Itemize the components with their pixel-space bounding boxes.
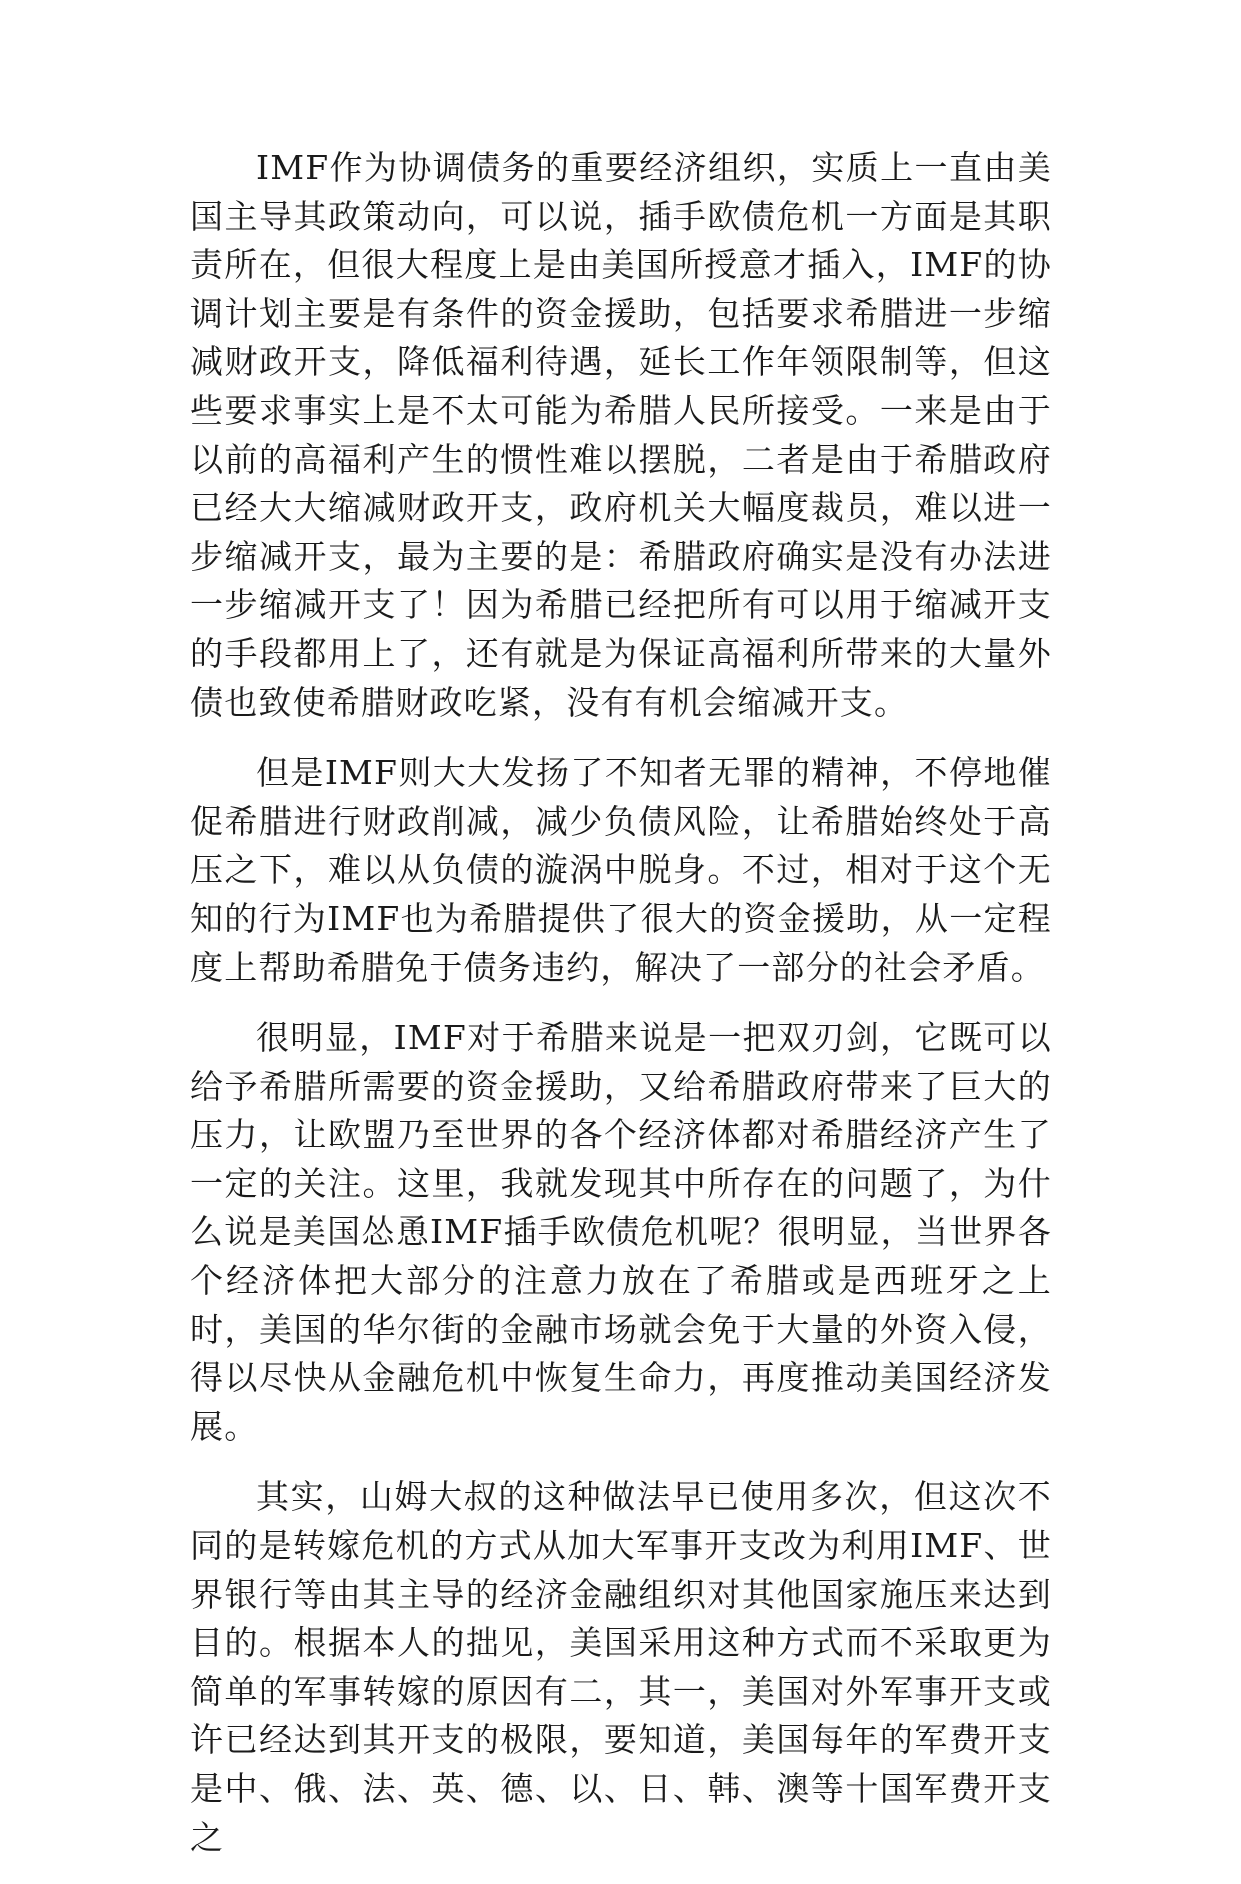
document-body [190,144,1052,1884]
paragraph-1: IMF作为协调债务的重要经济组织，实质上一直由美国主导其政策动向，可以说，插手欧债危机一方面是其职责所在，但很大程度上是由美国所授意才插入，IMF的协调计划主要是有条件的资金援助，包括要求希腊进一步缩减财政开支，降低福利待遇，延长工作年领限制等，但这些要求事实上是不太可能为希腊人民所接受。一来是由于以前的高福利产生的惯性难以摆脱，二者是由于希腊政府已经大大缩减财政开支，政府机关大幅度裁员，难以进一步缩减开支，最为主要的是：希腊政府确实是没有办法进一步缩减开支了！因为希腊已经把所有可以用于缩减开支的手段都用上了，还有就是为保证高福利所带来的大量外债也致使希腊财政吃紧，没有有机会缩减开支。 [190,148,1052,722]
paragraph-3: 很明显，IMF对于希腊来说是一把双刃剑，它既可以给予希腊所需要的资金援助，又给希腊政府带来了巨大的压力，让欧盟乃至世界的各个经济体都对希腊经济产生了一定的关注。这里，我就发现其中所存在的问题了，为什么说是美国怂恿IMF插手欧债危机呢？很明显，当世界各个经济体把大部分的注意力放在了希腊或是西班牙之上时，美国的华尔街的金融市场就会免于大量的外资入侵，得以尽快从金融危机中恢复生命力，再度推动美国经济发展。 [190,1018,1052,1446]
paragraph-2: 但是IMF则大大发扬了不知者无罪的精神，不停地催促希腊进行财政削减，减少负债风险，让希腊始终处于高压之下，难以从负债的漩涡中脱身。不过，相对于这个无知的行为IMF也为希腊提供了很大的资金援助，从一定程度上帮助希腊免于债务违约，解决了一部分的社会矛盾。 [190,753,1052,987]
paragraph-4: 其实，山姆大叔的这种做法早已使用多次，但这次不同的是转嫁危机的方式从加大军事开支改为利用IMF、世界银行等由其主导的经济金融组织对其他国家施压来达到目的。根据本人的拙见，美国采用这种方式而不采取更为简单的军事转嫁的原因有二，其一，美国对外军事开支或许已经达到其开支的极限，要知道，美国每年的军费开支是中、俄、法、英、德、以、日、韩、澳等十国军费开支之 [190,1477,1052,1857]
